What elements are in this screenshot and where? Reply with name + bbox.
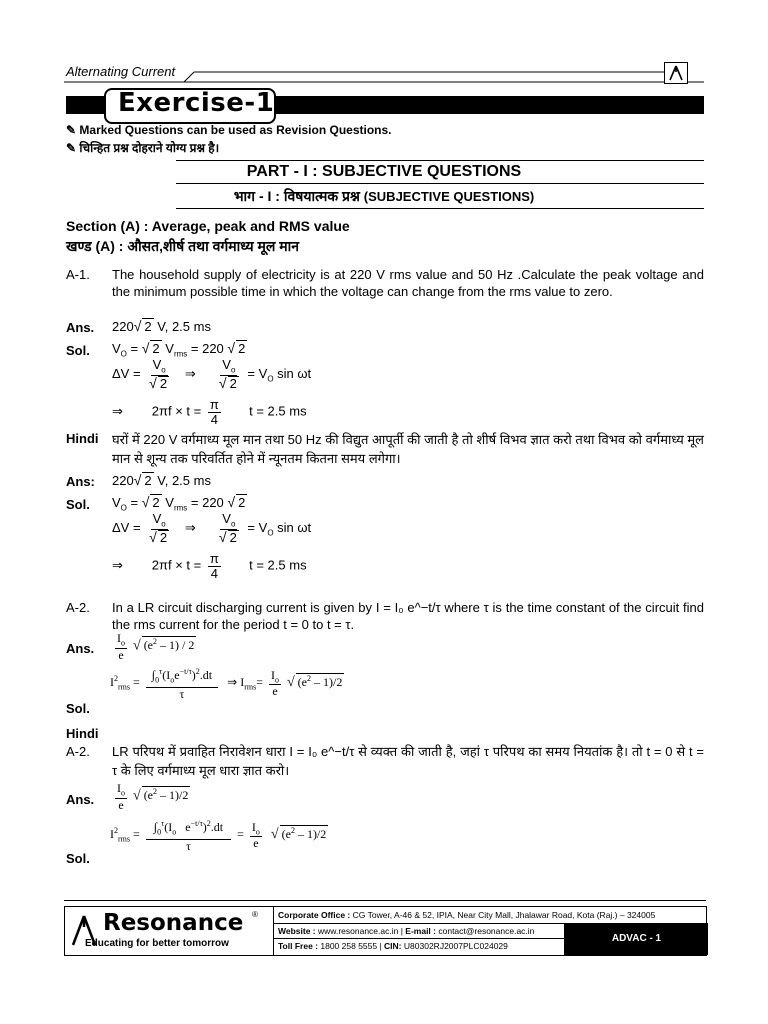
website-link[interactable]: www.resonance.ac.in xyxy=(318,926,399,936)
chapter-title: Alternating Current xyxy=(66,64,176,79)
section-title: Section (A) : Average, peak and RMS value xyxy=(66,218,350,234)
hindi-label: Hindi xyxy=(66,726,99,741)
hindi-question-text: LR परिपथ में प्रवाहित निरावेशन धारा I = I₀ e^−t/τ से व्यक्त की जाती है, जहां τ परिपथ का समय नियतांक है। तो t = 0 से t = τ के लिए वर्गमाध्य मूल धारा ज्ञात करो। xyxy=(112,744,704,778)
equation-irms: $I^2_{rms}$ = $\frac{\int_0^\tau(I_o e^{-t/\tau})^2.dt}{\tau}$ = $\frac{I_o}{e}$ √ $(e^2 - 1)/2$ xyxy=(110,819,327,853)
hindi-question-text: घरों में 220 V वर्गमाध्य मूल मान तथा 50 Hz की विद्युत आपूर्ती की जाती है तो शीर्ष विभव ज्ञात करो तथा विभव को वर्गमाध्य मूल मान से शून्य तक परिवर्तित होने में न्यूनतम कितना समय लगेगा। xyxy=(112,432,704,466)
registered-mark: ® xyxy=(252,910,258,919)
section-title-hindi: खण्ड (A) : औसत,शीर्ष तथा वर्गमाध्य मूल मान xyxy=(66,238,300,254)
question-number: A-2. xyxy=(66,744,90,759)
footer-brand xyxy=(67,909,267,953)
solution-label: Sol. xyxy=(66,851,90,866)
exercise-title: Exercise-1 xyxy=(118,88,275,118)
answer-expression: $\frac{I_o}{e}$ √ $(e^2 - 1)/2$ xyxy=(117,781,189,812)
rule xyxy=(176,160,704,161)
note-hi: ✎ चिन्हित प्रश्न दोहराने योग्य प्रश्न है। xyxy=(66,141,220,155)
solution-label: Sol. xyxy=(66,497,90,512)
answer-expression: $\frac{I_o}{e}$ √ $(e^2 - 1) / 2$ xyxy=(117,631,195,662)
email-link[interactable]: contact@resonance.ac.in xyxy=(438,926,535,936)
rule xyxy=(176,183,704,184)
answer-label: Ans: xyxy=(66,474,95,489)
part-title-hindi: भाग - I : विषयात्मक प्रश्न (SUBJECTIVE QUESTIONS) xyxy=(233,188,535,204)
footer-tollfree: Toll Free : 1800 258 5555 | CIN: U80302RJ2007PLC024029 xyxy=(278,941,508,951)
brand-tagline: Educating for better tomorrow xyxy=(85,938,229,949)
equation-time: ⇒ 2πf × t = $\frac{\pi}{4}$ t = 2.5 ms xyxy=(112,397,307,427)
question-text: In a LR circuit discharging current is given by I = I₀ e^−t/τ where τ is the time constant of the circuit find the rms current for the period t = 0 to t = τ. xyxy=(112,600,704,632)
rule xyxy=(176,208,704,209)
brand-name: Resonance xyxy=(103,910,244,936)
answer-value: 220√ 2 V, 2.5 ms xyxy=(112,318,211,334)
equation-v0: $V_O$ = √ 2 $V_{rms} = 220$ √ 2 xyxy=(112,494,246,513)
solution-label: Sol. xyxy=(66,701,90,716)
pen-icon: ✎ xyxy=(66,141,77,155)
answer-value: 220√ 2 V, 2.5 ms xyxy=(112,472,211,488)
equation-time: ⇒ 2πf × t = $\frac{\pi}{4}$ t = 2.5 ms xyxy=(112,551,307,581)
answer-label: Ans. xyxy=(66,641,95,656)
note-en: ✎ Marked Questions can be used as Revision Questions. xyxy=(66,123,392,137)
equation-delta-v: ΔV = $\frac{V_o}{√ 2}$ ⇒ $\frac{V_o}{√ 2}$ = $V_O$ sin ωt xyxy=(112,357,312,391)
equation-irms: $I^2_{rms}$ = $\frac{\int_0^\tau(I_oe^{-t/\tau})^2.dt}{\tau}$ ⇒ $I_{rms}=$ $\frac{I_o}{e}$ √ $(e^2 - 1)/2$ xyxy=(110,667,343,701)
hindi-label: Hindi xyxy=(66,431,99,446)
footer xyxy=(64,906,707,956)
page-code: ADVAC - 1 xyxy=(611,933,662,944)
footer-rule xyxy=(64,900,706,901)
footer-office: Corporate Office : CG Tower, A-46 & 52, IPIA, Near City Mall, Jhalawar Road, Kota (Raj.) – 324005 xyxy=(278,910,656,920)
pen-icon: ✎ xyxy=(66,123,77,137)
question-text: The household supply of electricity is at 220 V rms value and 50 Hz .Calculate the peak voltage and the minimum possible time in which the voltage can change from the rms value to zero. xyxy=(112,267,704,299)
part-title: PART - I : SUBJECTIVE QUESTIONS xyxy=(246,163,522,180)
equation-delta-v: ΔV = $\frac{V_o}{√ 2}$ ⇒ $\frac{V_o}{√ 2}$ = $V_O$ sin ωt xyxy=(112,511,312,545)
equation-v0: $V_O$ = √ 2 $V_{rms} = 220$ √ 2 xyxy=(112,340,246,359)
footer-website: Website : www.resonance.ac.in | E-mail : contact@resonance.ac.in xyxy=(278,926,535,936)
page-code-box xyxy=(564,923,708,955)
resonance-logo-icon xyxy=(664,62,688,84)
divider xyxy=(274,938,564,939)
answer-label: Ans. xyxy=(66,792,95,807)
question-number: A-2. xyxy=(66,600,90,615)
footer-info xyxy=(273,907,707,955)
answer-label: Ans. xyxy=(66,320,95,335)
question-number: A-1. xyxy=(66,267,90,282)
solution-label: Sol. xyxy=(66,343,90,358)
